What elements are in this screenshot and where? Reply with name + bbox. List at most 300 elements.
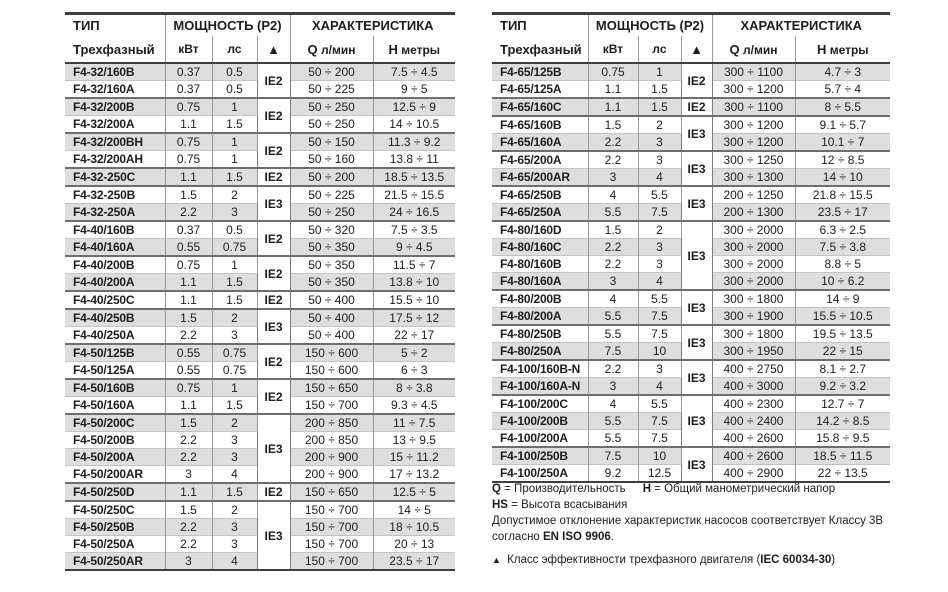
q-range-cell: 200 ÷ 1250: [712, 186, 795, 204]
h-unit: метры: [397, 42, 441, 57]
ie-efficiency-cell: IE2: [257, 344, 290, 379]
pump-type-cell: F4-100/250A: [492, 465, 588, 483]
q-range-cell: 300 ÷ 1950: [712, 343, 795, 361]
q-range-cell: 300 ÷ 1800: [712, 325, 795, 343]
q-range-cell: 300 ÷ 2000: [712, 273, 795, 291]
power-kw-cell: 0.75: [165, 98, 212, 116]
characteristics-column-title: ХАРАКТЕРИСТИКА: [311, 18, 434, 33]
power-hp-cell: 5.5: [638, 395, 681, 413]
power-kw-cell: 2.2: [588, 134, 638, 152]
power-kw-cell: 7.5: [588, 447, 638, 465]
power-hp-cell: 5.5: [638, 290, 681, 308]
pump-type-cell: F4-50/200C: [65, 414, 165, 432]
h-symbol: H: [816, 41, 827, 57]
h-range-cell: 12 ÷ 8.5: [795, 151, 890, 169]
type-column-title: ТИП: [492, 14, 588, 37]
table-row: [492, 221, 890, 239]
pump-type-cell: F4-40/160A: [65, 239, 165, 257]
type-column-subtitle: Трехфазный: [65, 36, 165, 63]
h-range-cell: 14 ÷ 10: [795, 169, 890, 187]
h-range-cell: 12.5 ÷ 5: [373, 483, 455, 501]
table-row: [492, 290, 890, 308]
q-range-cell: 400 ÷ 3000: [712, 378, 795, 396]
power-kw-cell: 0.55: [165, 239, 212, 257]
h-range-cell: 18.5 ÷ 11.5: [795, 447, 890, 465]
q-range-cell: 50 ÷ 350: [290, 274, 373, 292]
table-row: [65, 168, 455, 186]
q-range-cell: 50 ÷ 250: [290, 98, 373, 116]
h-range-cell: 15 ÷ 11.2: [373, 449, 455, 466]
ie-efficiency-cell: IE3: [257, 186, 290, 221]
power-kw-cell: 1.5: [165, 414, 212, 432]
table-row: [65, 133, 455, 151]
pump-type-cell: F4-32/200B: [65, 98, 165, 116]
table-row: [492, 151, 890, 169]
power-kw-cell: 1.1: [165, 483, 212, 501]
q-unit: л/мин: [739, 42, 778, 57]
power-kw-cell: 3: [588, 273, 638, 291]
power-hp-cell: 1.5: [212, 291, 257, 309]
h-range-cell: 15.5 ÷ 10: [373, 291, 455, 309]
pump-type-cell: F4-65/250B: [492, 186, 588, 204]
power-kw-cell: 3: [588, 169, 638, 187]
pump-type-cell: F4-65/160A: [492, 134, 588, 152]
q-range-cell: 200 ÷ 850: [290, 414, 373, 432]
power-hp-cell: 7.5: [638, 413, 681, 430]
legend-standard-ref: EN ISO 9906: [543, 531, 611, 543]
power-hp-cell: 1.5: [212, 397, 257, 415]
h-range-cell: 19.5 ÷ 13.5: [795, 325, 890, 343]
table-row: [65, 63, 455, 81]
power-kw-cell: 1.5: [588, 221, 638, 239]
power-hp-cell: 3: [212, 432, 257, 449]
efficiency-triangle-icon: ▲: [257, 36, 290, 63]
pump-type-cell: F4-80/160D: [492, 221, 588, 239]
h-range-cell: 18.5 ÷ 13.5: [373, 168, 455, 186]
legend-efficiency-text: Класс эффективности трехфазного двигателя (: [503, 554, 761, 566]
power-hp-cell: 7.5: [638, 430, 681, 448]
h-range-cell: 14 ÷ 9: [795, 290, 890, 308]
ie-efficiency-cell: IE2: [257, 256, 290, 291]
power-kw-cell: 4: [588, 186, 638, 204]
h-range-cell: 7.5 ÷ 4.5: [373, 63, 455, 81]
power-hp-cell: 2: [212, 501, 257, 519]
pump-type-cell: F4-100/200C: [492, 395, 588, 413]
table-row: [65, 483, 455, 501]
pump-type-cell: F4-65/160B: [492, 116, 588, 134]
h-range-cell: 9.1 ÷ 5.7: [795, 116, 890, 134]
power-hp-cell: 10: [638, 343, 681, 361]
power-hp-cell: 3: [638, 239, 681, 256]
h-range-cell: 8 ÷ 5.5: [795, 98, 890, 116]
ie-efficiency-cell: IE3: [681, 325, 712, 360]
pump-type-cell: F4-40/160B: [65, 221, 165, 239]
ie-efficiency-cell: IE2: [681, 98, 712, 116]
q-range-cell: 300 ÷ 1800: [712, 290, 795, 308]
h-range-cell: 14 ÷ 10.5: [373, 116, 455, 134]
q-range-cell: 50 ÷ 320: [290, 221, 373, 239]
power-kw-cell: 2.2: [588, 151, 638, 169]
efficiency-triangle-icon: ▲: [681, 36, 712, 63]
pump-type-cell: F4-100/200A: [492, 430, 588, 448]
q-range-cell: 150 ÷ 650: [290, 379, 373, 397]
ie-efficiency-cell: IE3: [257, 309, 290, 344]
power-kw-cell: 1.5: [165, 309, 212, 327]
h-range-cell: 9 ÷ 5: [373, 81, 455, 99]
legend-h-text: = Общий манометрический напор: [651, 483, 836, 495]
q-range-cell: 400 ÷ 2750: [712, 360, 795, 378]
q-range-cell: 50 ÷ 200: [290, 168, 373, 186]
h-range-cell: 6.3 ÷ 2.5: [795, 221, 890, 239]
pump-type-cell: F4-80/250A: [492, 343, 588, 361]
q-range-cell: 50 ÷ 225: [290, 186, 373, 204]
q-range-cell: 50 ÷ 400: [290, 309, 373, 327]
power-hp-cell: 2: [212, 186, 257, 204]
table-row: [492, 325, 890, 343]
h-range-cell: 5 ÷ 2: [373, 344, 455, 362]
q-range-cell: 50 ÷ 150: [290, 133, 373, 151]
legend-iec-ref: IEC 60034-30: [760, 554, 832, 566]
h-range-cell: 23.5 ÷ 17: [373, 553, 455, 571]
power-hp-cell: 3: [212, 536, 257, 553]
kw-column-header: кВт: [588, 36, 638, 63]
hp-column-header: лс: [212, 36, 257, 63]
pump-type-cell: F4-40/200A: [65, 274, 165, 292]
table-row: [492, 98, 890, 116]
q-range-cell: 400 ÷ 2600: [712, 447, 795, 465]
power-kw-cell: 4: [588, 290, 638, 308]
pump-type-cell: F4-40/200B: [65, 256, 165, 274]
q-column-header: [290, 36, 373, 63]
power-hp-cell: 1: [212, 151, 257, 169]
power-kw-cell: 1.1: [165, 397, 212, 415]
pump-type-cell: F4-50/160B: [65, 379, 165, 397]
h-range-cell: 8.8 ÷ 5: [795, 256, 890, 273]
power-kw-cell: 2.2: [588, 239, 638, 256]
q-range-cell: 400 ÷ 2600: [712, 430, 795, 448]
power-hp-cell: 0.5: [212, 63, 257, 81]
table-row: [65, 344, 455, 362]
power-kw-cell: 0.37: [165, 63, 212, 81]
q-range-cell: 50 ÷ 350: [290, 239, 373, 257]
h-unit: метры: [826, 42, 869, 57]
table-row: [65, 256, 455, 274]
power-kw-cell: 0.37: [165, 221, 212, 239]
legend-tolerance-prefix: согласно: [492, 531, 544, 543]
power-kw-cell: 2.2: [588, 360, 638, 378]
legend-hs-text: = Высота всасывания: [507, 499, 628, 511]
pump-type-cell: F4-100/160A-N: [492, 378, 588, 396]
h-range-cell: 15.8 ÷ 9.5: [795, 430, 890, 448]
ie-efficiency-cell: IE2: [257, 291, 290, 309]
q-column-header: [712, 36, 795, 63]
q-range-cell: 300 ÷ 1900: [712, 308, 795, 326]
h-range-cell: 17 ÷ 13.2: [373, 466, 455, 484]
h-range-cell: 8.1 ÷ 2.7: [795, 360, 890, 378]
power-kw-cell: 1.1: [165, 168, 212, 186]
power-hp-cell: 4: [212, 553, 257, 571]
q-symbol: Q: [307, 41, 318, 57]
ie-efficiency-cell: IE3: [681, 447, 712, 482]
table-body: [492, 63, 890, 482]
h-range-cell: 22 ÷ 15: [795, 343, 890, 361]
q-range-cell: 300 ÷ 2000: [712, 221, 795, 239]
power-kw-cell: 2.2: [165, 536, 212, 553]
pump-type-cell: F4-50/200AR: [65, 466, 165, 484]
pump-type-cell: F4-65/160C: [492, 98, 588, 116]
legend-q-text: = Производительность: [500, 483, 626, 495]
pump-type-cell: F4-32/160A: [65, 81, 165, 99]
table-header: [492, 14, 890, 64]
power-kw-cell: 1.5: [588, 116, 638, 134]
q-range-cell: 150 ÷ 700: [290, 519, 373, 536]
power-hp-cell: 4: [638, 378, 681, 396]
power-hp-cell: 0.5: [212, 221, 257, 239]
table-row: [492, 395, 890, 413]
h-column-header: [373, 36, 455, 63]
power-kw-cell: 3: [165, 466, 212, 484]
table-row: [65, 186, 455, 204]
pump-type-cell: F4-65/125B: [492, 63, 588, 81]
legend-h: [643, 483, 836, 495]
q-range-cell: 200 ÷ 1300: [712, 204, 795, 222]
legend: [492, 481, 937, 568]
ie-efficiency-cell: IE2: [257, 379, 290, 414]
power-kw-cell: 0.75: [165, 256, 212, 274]
power-hp-cell: 0.75: [212, 239, 257, 257]
ie-efficiency-cell: IE2: [257, 221, 290, 256]
h-range-cell: 21.5 ÷ 15.5: [373, 186, 455, 204]
pump-type-cell: F4-50/125A: [65, 362, 165, 380]
legend-q: [492, 483, 626, 495]
power-kw-cell: 1.5: [165, 501, 212, 519]
h-range-cell: 7.5 ÷ 3.8: [795, 239, 890, 256]
pump-type-cell: F4-32/200BH: [65, 133, 165, 151]
q-range-cell: 50 ÷ 400: [290, 291, 373, 309]
h-range-cell: 10 ÷ 6.2: [795, 273, 890, 291]
h-range-cell: 9 ÷ 4.5: [373, 239, 455, 257]
legend-tolerance-line2: [492, 529, 937, 545]
q-range-cell: 300 ÷ 1100: [712, 63, 795, 81]
power-hp-cell: 1: [638, 63, 681, 81]
q-range-cell: 200 ÷ 850: [290, 432, 373, 449]
pump-type-cell: F4-50/250D: [65, 483, 165, 501]
power-hp-cell: 3: [212, 204, 257, 222]
h-range-cell: 10.1 ÷ 7: [795, 134, 890, 152]
h-range-cell: 23.5 ÷ 17: [795, 204, 890, 222]
pump-type-cell: F4-50/200A: [65, 449, 165, 466]
q-range-cell: 50 ÷ 350: [290, 256, 373, 274]
q-range-cell: 150 ÷ 600: [290, 344, 373, 362]
power-kw-cell: 5.5: [588, 308, 638, 326]
power-hp-cell: 5.5: [638, 186, 681, 204]
h-range-cell: 13.8 ÷ 11: [373, 151, 455, 169]
power-kw-cell: 5.5: [588, 325, 638, 343]
q-range-cell: 400 ÷ 2300: [712, 395, 795, 413]
h-range-cell: 12.7 ÷ 7: [795, 395, 890, 413]
legend-line-qh: [492, 481, 937, 497]
q-range-cell: 150 ÷ 700: [290, 501, 373, 519]
power-hp-cell: 7.5: [638, 325, 681, 343]
q-range-cell: 50 ÷ 225: [290, 81, 373, 99]
h-range-cell: 21.8 ÷ 15.5: [795, 186, 890, 204]
h-range-cell: 9.3 ÷ 4.5: [373, 397, 455, 415]
h-range-cell: 15.5 ÷ 10.5: [795, 308, 890, 326]
table-row: [492, 63, 890, 81]
legend-hs: [492, 497, 937, 513]
pump-type-cell: F4-100/250B: [492, 447, 588, 465]
power-column-title: МОЩНОСТЬ (P2): [165, 14, 290, 37]
table-row: [65, 98, 455, 116]
h-range-cell: 13 ÷ 9.5: [373, 432, 455, 449]
pump-type-cell: F4-50/125B: [65, 344, 165, 362]
q-range-cell: 150 ÷ 700: [290, 536, 373, 553]
power-hp-cell: 2: [212, 309, 257, 327]
table-row: [65, 414, 455, 432]
h-range-cell: 7.5 ÷ 3.5: [373, 221, 455, 239]
pump-spec-table-left: [65, 12, 455, 571]
power-hp-cell: 3: [638, 256, 681, 273]
power-kw-cell: 2.2: [165, 204, 212, 222]
power-hp-cell: 7.5: [638, 204, 681, 222]
pump-type-cell: F4-65/200A: [492, 151, 588, 169]
legend-tolerance-suffix: .: [610, 531, 614, 543]
pump-type-cell: F4-40/250B: [65, 309, 165, 327]
pump-type-cell: F4-32/160B: [65, 63, 165, 81]
ie-efficiency-cell: IE3: [681, 186, 712, 221]
power-kw-cell: 0.75: [165, 379, 212, 397]
power-kw-cell: 1.1: [588, 81, 638, 99]
ie-efficiency-cell: IE2: [257, 168, 290, 186]
power-kw-cell: 0.75: [165, 133, 212, 151]
power-hp-cell: 0.75: [212, 344, 257, 362]
h-range-cell: 12.5 ÷ 9: [373, 98, 455, 116]
power-kw-cell: 7.5: [588, 343, 638, 361]
q-range-cell: 400 ÷ 2400: [712, 413, 795, 430]
ie-efficiency-cell: IE3: [257, 414, 290, 483]
power-kw-cell: 5.5: [588, 204, 638, 222]
pump-spec-table-right: [492, 12, 890, 483]
power-hp-cell: 1.5: [212, 168, 257, 186]
power-hp-cell: 1.5: [212, 483, 257, 501]
power-kw-cell: 2.2: [165, 432, 212, 449]
legend-efficiency-note: [492, 552, 937, 568]
h-range-cell: 11.3 ÷ 9.2: [373, 133, 455, 151]
power-kw-cell: 3: [588, 378, 638, 396]
ie-efficiency-cell: IE2: [257, 98, 290, 133]
q-range-cell: 50 ÷ 400: [290, 327, 373, 345]
power-hp-cell: 1: [212, 256, 257, 274]
h-symbol: H: [388, 41, 398, 57]
q-symbol: Q: [729, 41, 740, 57]
power-hp-cell: 4: [638, 273, 681, 291]
table-row: [65, 501, 455, 519]
table-row: [492, 360, 890, 378]
q-range-cell: 300 ÷ 1250: [712, 151, 795, 169]
power-kw-cell: 1.1: [588, 98, 638, 116]
h-range-cell: 9.2 ÷ 3.2: [795, 378, 890, 396]
h-column-header: [795, 36, 890, 63]
pump-type-cell: F4-50/250A: [65, 536, 165, 553]
power-hp-cell: 3: [212, 327, 257, 345]
q-range-cell: 150 ÷ 700: [290, 397, 373, 415]
q-range-cell: 300 ÷ 1300: [712, 169, 795, 187]
pump-type-cell: F4-65/200AR: [492, 169, 588, 187]
pump-type-cell: F4-80/160C: [492, 239, 588, 256]
pump-type-cell: F4-50/200B: [65, 432, 165, 449]
power-hp-cell: 7.5: [638, 308, 681, 326]
pump-type-cell: F4-100/200B: [492, 413, 588, 430]
ie-efficiency-cell: IE3: [681, 151, 712, 186]
table-header: [65, 14, 455, 64]
power-kw-cell: 2.2: [165, 327, 212, 345]
power-hp-cell: 1: [212, 133, 257, 151]
pump-type-cell: F4-32/200A: [65, 116, 165, 134]
power-kw-cell: 2.2: [588, 256, 638, 273]
pump-type-cell: F4-80/200A: [492, 308, 588, 326]
q-range-cell: 300 ÷ 1200: [712, 116, 795, 134]
power-kw-cell: 1.5: [165, 186, 212, 204]
power-kw-cell: 1.1: [165, 291, 212, 309]
table-row: [65, 291, 455, 309]
h-range-cell: 14 ÷ 5: [373, 501, 455, 519]
power-kw-cell: 3: [165, 553, 212, 571]
pump-type-cell: F4-80/160A: [492, 273, 588, 291]
h-range-cell: 6 ÷ 3: [373, 362, 455, 380]
power-hp-cell: 1: [212, 98, 257, 116]
hp-column-header: лс: [638, 36, 681, 63]
pump-type-cell: F4-80/250B: [492, 325, 588, 343]
legend-q-symbol: Q: [492, 483, 501, 495]
h-range-cell: 14.2 ÷ 8.5: [795, 413, 890, 430]
h-range-cell: 20 ÷ 13: [373, 536, 455, 553]
power-hp-cell: 1.5: [212, 116, 257, 134]
power-hp-cell: 3: [638, 360, 681, 378]
h-range-cell: 11.5 ÷ 7: [373, 256, 455, 274]
triangle-icon: ▲: [492, 555, 501, 565]
power-hp-cell: 2: [212, 414, 257, 432]
q-range-cell: 400 ÷ 2900: [712, 465, 795, 483]
power-kw-cell: 0.75: [165, 151, 212, 169]
q-range-cell: 300 ÷ 1200: [712, 134, 795, 152]
pump-type-cell: F4-80/200B: [492, 290, 588, 308]
type-column-subtitle: Трехфазный: [492, 36, 588, 63]
h-range-cell: 5.7 ÷ 4: [795, 81, 890, 99]
power-hp-cell: 1.5: [212, 274, 257, 292]
ie-efficiency-cell: IE2: [257, 483, 290, 501]
power-hp-cell: 1.5: [638, 81, 681, 99]
q-range-cell: 50 ÷ 250: [290, 204, 373, 222]
power-hp-cell: 3: [638, 134, 681, 152]
table-row: [492, 186, 890, 204]
ie-efficiency-cell: IE2: [257, 63, 290, 98]
h-range-cell: 18 ÷ 10.5: [373, 519, 455, 536]
kw-column-header: кВт: [165, 36, 212, 63]
pump-type-cell: F4-40/250C: [65, 291, 165, 309]
power-kw-cell: 9.2: [588, 465, 638, 483]
ie-efficiency-cell: IE3: [681, 221, 712, 290]
power-kw-cell: 0.37: [165, 81, 212, 99]
h-range-cell: 11 ÷ 7.5: [373, 414, 455, 432]
pump-type-cell: F4-65/125A: [492, 81, 588, 99]
power-hp-cell: 1.5: [638, 98, 681, 116]
h-range-cell: 22 ÷ 13.5: [795, 465, 890, 483]
ie-efficiency-cell: IE3: [681, 395, 712, 447]
power-kw-cell: 5.5: [588, 430, 638, 448]
pump-type-cell: F4-50/250C: [65, 501, 165, 519]
power-kw-cell: 1.1: [165, 116, 212, 134]
power-kw-cell: 0.75: [588, 63, 638, 81]
